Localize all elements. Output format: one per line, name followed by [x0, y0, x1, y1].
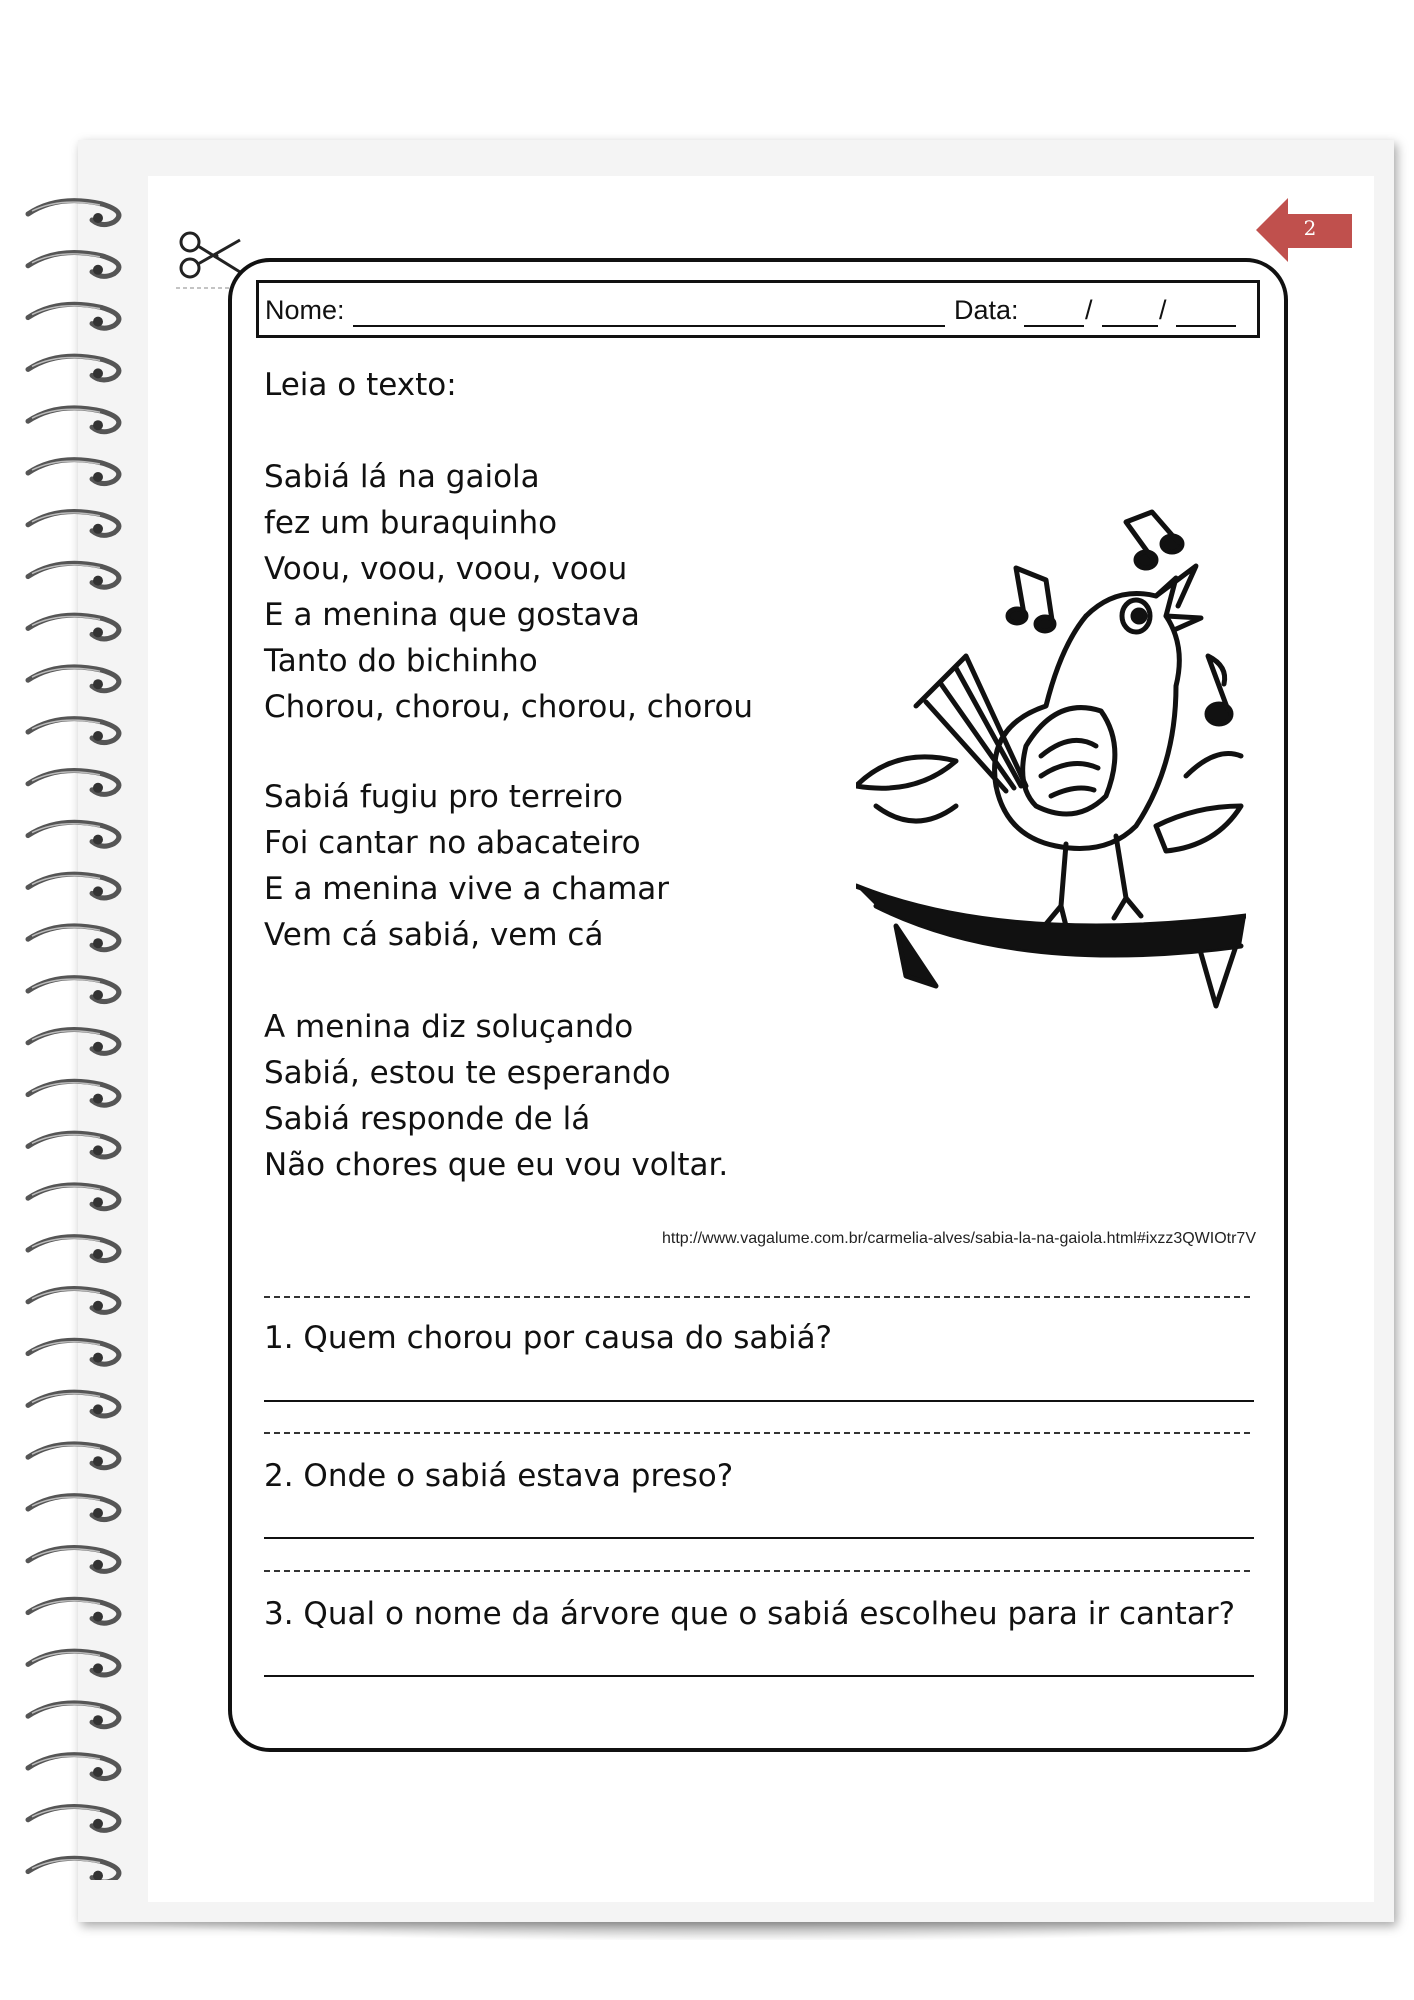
date-day-field[interactable] [1024, 325, 1084, 327]
music-note-icon [1207, 656, 1231, 724]
spiral-ring [28, 460, 119, 484]
nome-label: Nome: [265, 295, 345, 325]
spiral-ring [28, 1806, 119, 1830]
question-3: 3. Qual o nome da árvore que o sabiá escolheu para ir cantar? [264, 1596, 1236, 1632]
spiral-ring [28, 770, 119, 794]
spiral-ring [28, 615, 119, 639]
spiral-ring [28, 874, 119, 898]
answer-line-2[interactable] [264, 1537, 1254, 1539]
music-note-icon [1126, 512, 1182, 568]
data-label: Data: [954, 295, 1019, 325]
spiral-ring [28, 1858, 119, 1880]
nome-field[interactable] [353, 325, 945, 327]
date-slash: / [1085, 295, 1093, 325]
poem-line: Chorou, chorou, chorou, chorou [264, 689, 754, 725]
music-note-icon [1008, 568, 1054, 631]
poem-line: Sabiá responde de lá [264, 1101, 591, 1137]
poem-line: Foi cantar no abacateiro [264, 825, 641, 861]
spiral-ring [28, 1133, 119, 1157]
spiral-ring [28, 252, 119, 276]
spiral-ring [28, 1755, 119, 1779]
answer-line-1[interactable] [264, 1400, 1254, 1402]
date-month-field[interactable] [1102, 325, 1158, 327]
poem-line: Voou, voou, voou, voou [264, 551, 628, 587]
poem-stanza-2 [264, 774, 669, 958]
poem-line: Sabiá lá na gaiola [264, 459, 540, 495]
spiral-binding-icon [18, 180, 138, 1880]
poem-stanza-3 [264, 1004, 728, 1188]
poem-line: A menina diz soluçando [264, 1009, 634, 1045]
poem-line: E a menina que gostava [264, 597, 640, 633]
spiral-ring [28, 1651, 119, 1675]
spiral-ring [28, 926, 119, 950]
spiral-ring [28, 511, 119, 535]
dashed-divider [264, 1432, 1250, 1434]
spiral-ring [28, 1029, 119, 1053]
answer-line-3[interactable] [264, 1675, 1254, 1677]
poem-stanza-1 [264, 454, 753, 730]
spiral-ring [28, 719, 119, 743]
spiral-ring [28, 1237, 119, 1261]
spiral-ring [28, 201, 119, 225]
spiral-ring [28, 1547, 119, 1571]
spiral-ring [28, 1392, 119, 1416]
spiral-ring [28, 1703, 119, 1727]
page-number: 2 [1303, 216, 1317, 240]
spiral-ring [28, 1288, 119, 1312]
spiral-ring [28, 304, 119, 328]
dashed-divider [264, 1296, 1250, 1298]
poem-line: Sabiá fugiu pro terreiro [264, 779, 623, 815]
spiral-ring [28, 978, 119, 1002]
singing-bird-icon [856, 506, 1246, 1066]
poem-line: Sabiá, estou te esperando [264, 1055, 671, 1091]
question-2: 2. Onde o sabiá estava preso? [264, 1458, 734, 1494]
spiral-ring [28, 408, 119, 432]
date-year-field[interactable] [1176, 325, 1236, 327]
poem-line: fez um buraquinho [264, 505, 558, 541]
spiral-ring [28, 1496, 119, 1520]
spiral-ring [28, 1599, 119, 1623]
source-link[interactable]: http://www.vagalume.com.br/carmelia-alves/sabia-la-na-gaiola.html#ixzz3QWIOtr7V [662, 1230, 1256, 1247]
spiral-ring [28, 822, 119, 846]
spiral-ring [28, 356, 119, 380]
date-slash: / [1159, 295, 1167, 325]
instruction: Leia o texto: [264, 367, 457, 403]
spiral-ring [28, 1340, 119, 1364]
spiral-ring [28, 1185, 119, 1209]
dashed-divider [264, 1570, 1250, 1572]
spiral-ring [28, 667, 119, 691]
spiral-ring [28, 563, 119, 587]
question-1: 1. Quem chorou por causa do sabiá? [264, 1320, 833, 1356]
spiral-ring [28, 1081, 119, 1105]
poem-line: Tanto do bichinho [264, 643, 538, 679]
poem-line: Não chores que eu vou voltar. [264, 1147, 729, 1183]
name-date-header [256, 280, 1260, 338]
poem-line: Vem cá sabiá, vem cá [264, 917, 604, 953]
spiral-ring [28, 1444, 119, 1468]
poem-line: E a menina vive a chamar [264, 871, 670, 907]
